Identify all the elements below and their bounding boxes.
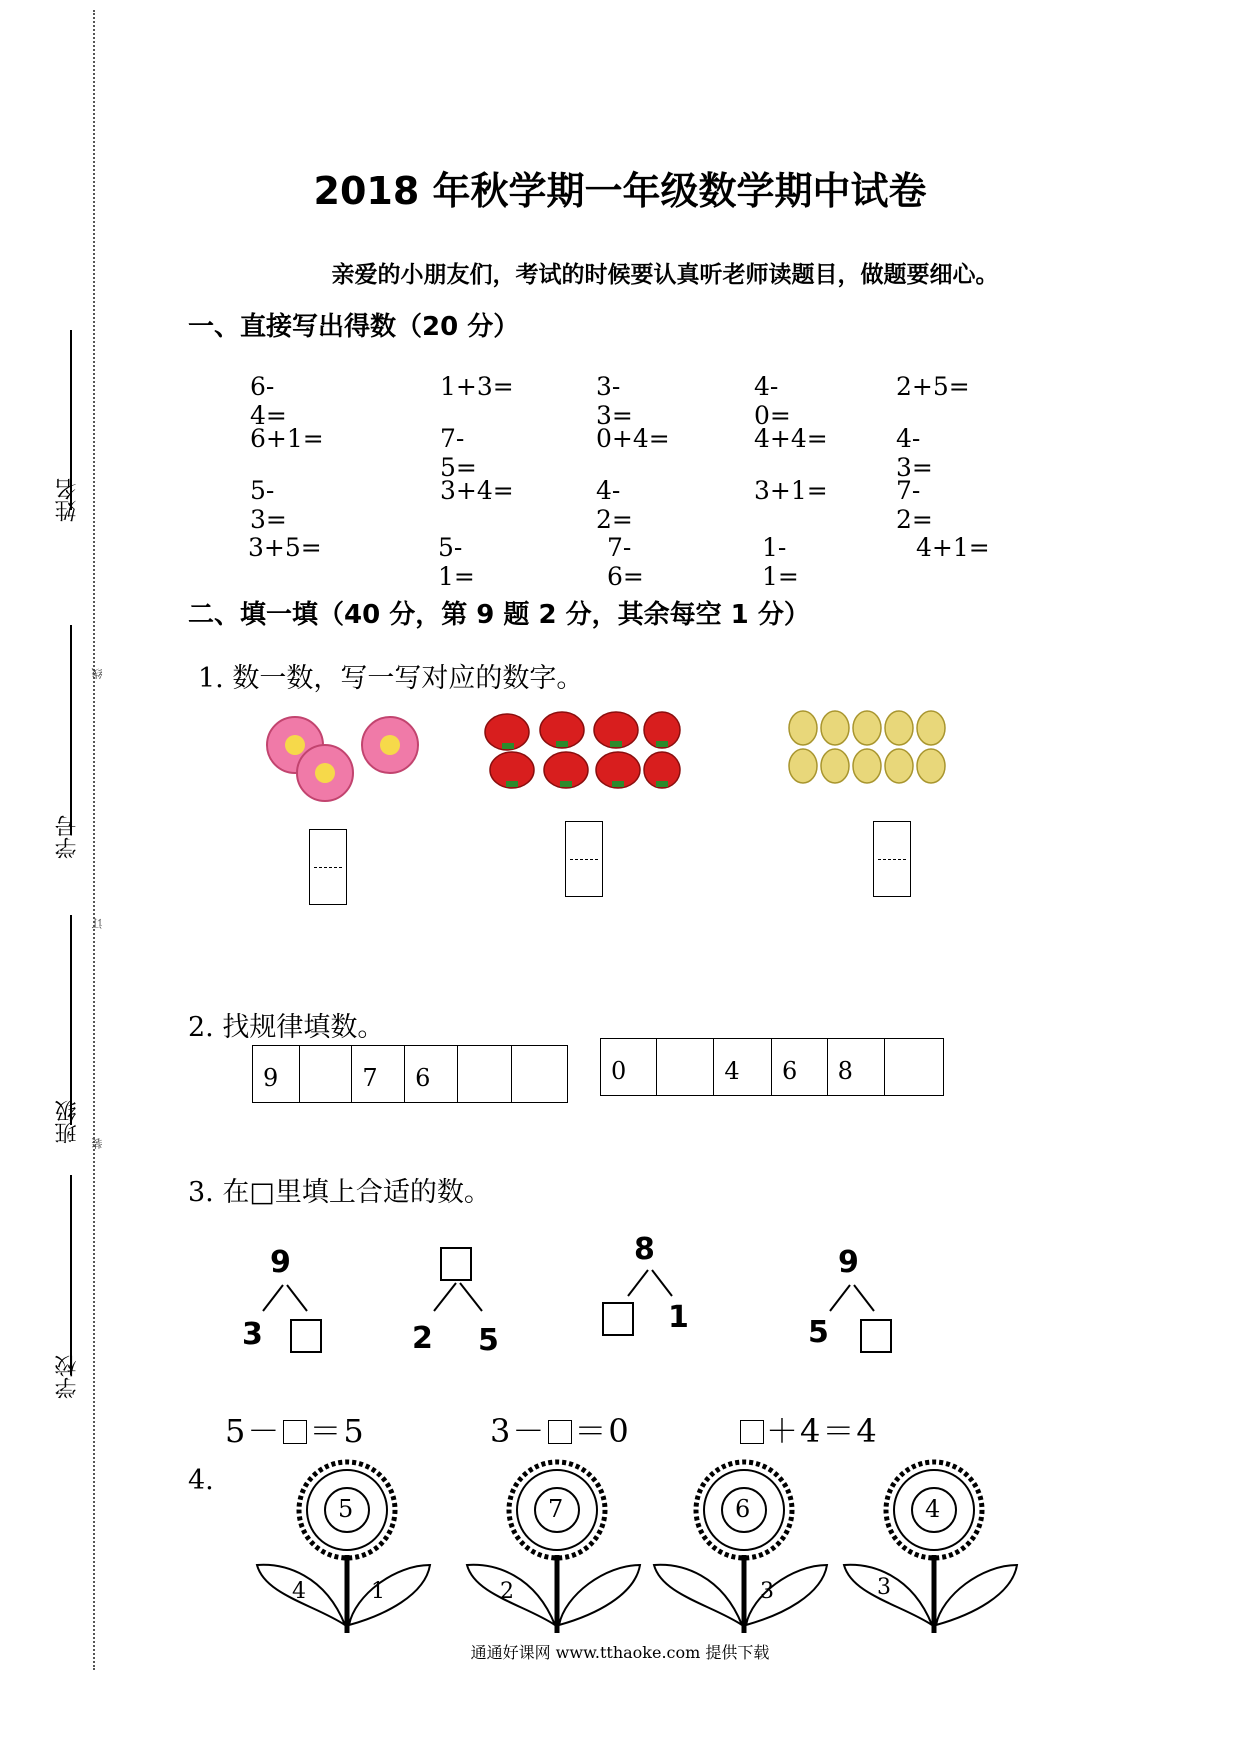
arith-problem: 7-2= bbox=[896, 476, 933, 534]
sequence-cell-blank[interactable] bbox=[657, 1039, 715, 1095]
sequence-cell-blank[interactable] bbox=[512, 1046, 567, 1102]
equation-answer-box[interactable] bbox=[740, 1420, 764, 1444]
sequence-cell-blank[interactable] bbox=[458, 1046, 513, 1102]
answer-box[interactable] bbox=[565, 821, 603, 897]
equation-part: ＝0 bbox=[574, 1412, 631, 1450]
sequence-cell: 7 bbox=[352, 1046, 405, 1102]
fill-equation bbox=[225, 1406, 366, 1452]
flower-group-icon bbox=[255, 705, 435, 805]
sequence-cell: 9 bbox=[253, 1046, 300, 1102]
section2-heading: 二、填一填（40 分，第 9 题 2 分，其余每空 1 分） bbox=[188, 600, 810, 630]
intro-text: 亲爱的小朋友们，考试的时候要认真听老师读题目，做题要细心。 bbox=[331, 262, 999, 288]
bond-left: 2 bbox=[412, 1321, 433, 1356]
sunflower-center-number: 7 bbox=[548, 1495, 564, 1523]
q4-label: 4. bbox=[188, 1465, 214, 1496]
sequence-cell: 0 bbox=[601, 1039, 657, 1095]
arith-problem: 3+4= bbox=[440, 476, 514, 505]
arith-problem: 3+5= bbox=[248, 533, 322, 562]
sunflower-center-number: 4 bbox=[925, 1495, 941, 1523]
bond-left: 3 bbox=[242, 1317, 263, 1352]
arith-problem: 6+1= bbox=[250, 424, 324, 453]
bond-right: 5 bbox=[478, 1323, 499, 1358]
school-label: 学校 bbox=[55, 1355, 80, 1399]
class-label: 班级 bbox=[55, 1100, 80, 1144]
flower-icon bbox=[362, 717, 418, 773]
fill-equation bbox=[738, 1406, 879, 1452]
bond-answer-box[interactable] bbox=[440, 1247, 472, 1281]
arith-problem: 7-5= bbox=[440, 424, 477, 482]
sequence-cell-blank[interactable] bbox=[885, 1039, 943, 1095]
bond-answer-box[interactable] bbox=[860, 1319, 892, 1353]
arith-problem: 7-6= bbox=[607, 533, 644, 591]
number-bond bbox=[598, 1232, 698, 1352]
bond-branches bbox=[820, 1283, 884, 1313]
bond-right: 1 bbox=[668, 1300, 689, 1335]
arith-problem: 2+5= bbox=[896, 372, 970, 401]
sunflower-right-leaf[interactable]: 3 bbox=[760, 1579, 774, 1604]
answer-box[interactable] bbox=[873, 821, 911, 897]
arith-problem: 4-2= bbox=[596, 476, 633, 534]
bond-answer-box[interactable] bbox=[290, 1319, 322, 1353]
bond-top: 9 bbox=[838, 1245, 859, 1280]
sunflower-left-leaf[interactable]: 2 bbox=[500, 1579, 514, 1604]
flower-icon bbox=[297, 745, 353, 801]
sunflower-icon bbox=[842, 1455, 1022, 1635]
arith-problem: 3-3= bbox=[596, 372, 633, 430]
equation-part: ＝5 bbox=[309, 1412, 366, 1450]
fill-equation bbox=[490, 1406, 631, 1452]
arith-problem: 1+3= bbox=[440, 372, 514, 401]
arith-problem: 4-0= bbox=[754, 372, 791, 430]
sequence-cell-blank[interactable] bbox=[300, 1046, 353, 1102]
section1-heading: 一、直接写出得数（20 分） bbox=[188, 312, 520, 342]
answer-box[interactable] bbox=[309, 829, 347, 905]
q2-label: 2. 找规律填数。 bbox=[188, 1012, 385, 1043]
arith-problem: 5-1= bbox=[438, 533, 475, 591]
sunflower-center-number: 5 bbox=[338, 1495, 354, 1523]
sequence-cell: 6 bbox=[405, 1046, 458, 1102]
sunflower-right-leaf[interactable]: 1 bbox=[371, 1579, 385, 1604]
page-title: 2018 年秋学期一年级数学期中试卷 bbox=[313, 169, 927, 213]
arith-problem: 4+4= bbox=[754, 424, 828, 453]
arith-problem: 4-3= bbox=[896, 424, 933, 482]
sunflower-left-leaf[interactable]: 3 bbox=[877, 1575, 891, 1600]
arith-problem: 1-1= bbox=[762, 533, 799, 591]
sequence-a bbox=[252, 1045, 568, 1103]
equation-part: ＋4＝4 bbox=[766, 1412, 879, 1450]
sunflower-center-number: 6 bbox=[735, 1495, 751, 1523]
margin-mark-bind: 订 bbox=[91, 918, 104, 929]
bond-top: 9 bbox=[270, 1245, 291, 1280]
pear-group-icon bbox=[785, 700, 960, 790]
bond-branches bbox=[255, 1283, 315, 1313]
arith-problem: 6-4= bbox=[250, 372, 287, 430]
strawberry-group-icon bbox=[482, 705, 682, 795]
sunflower-icon bbox=[465, 1455, 645, 1635]
sunflower bbox=[465, 1455, 645, 1635]
bond-top: 8 bbox=[634, 1232, 655, 1267]
sequence-cell: 8 bbox=[828, 1039, 886, 1095]
equation-part: 3－ bbox=[490, 1412, 547, 1450]
arith-problem: 0+4= bbox=[596, 424, 670, 453]
equation-answer-box[interactable] bbox=[283, 1420, 307, 1444]
margin-mark-fold: 装 bbox=[91, 1138, 104, 1149]
q3-label: 3. 在□里填上合适的数。 bbox=[188, 1177, 491, 1208]
id-write-line bbox=[70, 625, 72, 835]
sunflower bbox=[842, 1455, 1022, 1635]
sunflower-left-leaf[interactable]: 4 bbox=[292, 1579, 306, 1604]
arith-problem: 4+1= bbox=[916, 533, 990, 562]
sunflower bbox=[255, 1455, 435, 1635]
bond-branches bbox=[426, 1281, 490, 1313]
sunflower-icon bbox=[255, 1455, 435, 1635]
sequence-cell: 4 bbox=[714, 1039, 772, 1095]
id-label: 学号 bbox=[55, 815, 80, 859]
name-label: 姓名 bbox=[55, 478, 80, 522]
bond-branches bbox=[618, 1268, 682, 1298]
number-bond bbox=[410, 1245, 510, 1365]
equation-part: 5－ bbox=[225, 1412, 282, 1450]
bond-answer-box[interactable] bbox=[602, 1302, 634, 1336]
bond-left: 5 bbox=[808, 1315, 829, 1350]
sequence-cell: 6 bbox=[772, 1039, 828, 1095]
margin-mark-line: 线 bbox=[91, 668, 104, 679]
q1-label: 1. 数一数，写一写对应的数字。 bbox=[198, 663, 584, 694]
class-write-line bbox=[70, 915, 72, 1125]
arith-problem: 5-3= bbox=[250, 476, 287, 534]
sequence-b bbox=[600, 1038, 944, 1096]
arith-problem: 3+1= bbox=[754, 476, 828, 505]
sunflower bbox=[652, 1455, 832, 1635]
footer-credit: 通通好课网 www.tthaoke.com 提供下载 bbox=[470, 1643, 770, 1662]
sunflower-icon bbox=[652, 1455, 832, 1635]
number-bond bbox=[808, 1245, 908, 1365]
number-bond bbox=[240, 1245, 330, 1365]
equation-answer-box[interactable] bbox=[548, 1420, 572, 1444]
school-write-line bbox=[70, 1175, 72, 1375]
